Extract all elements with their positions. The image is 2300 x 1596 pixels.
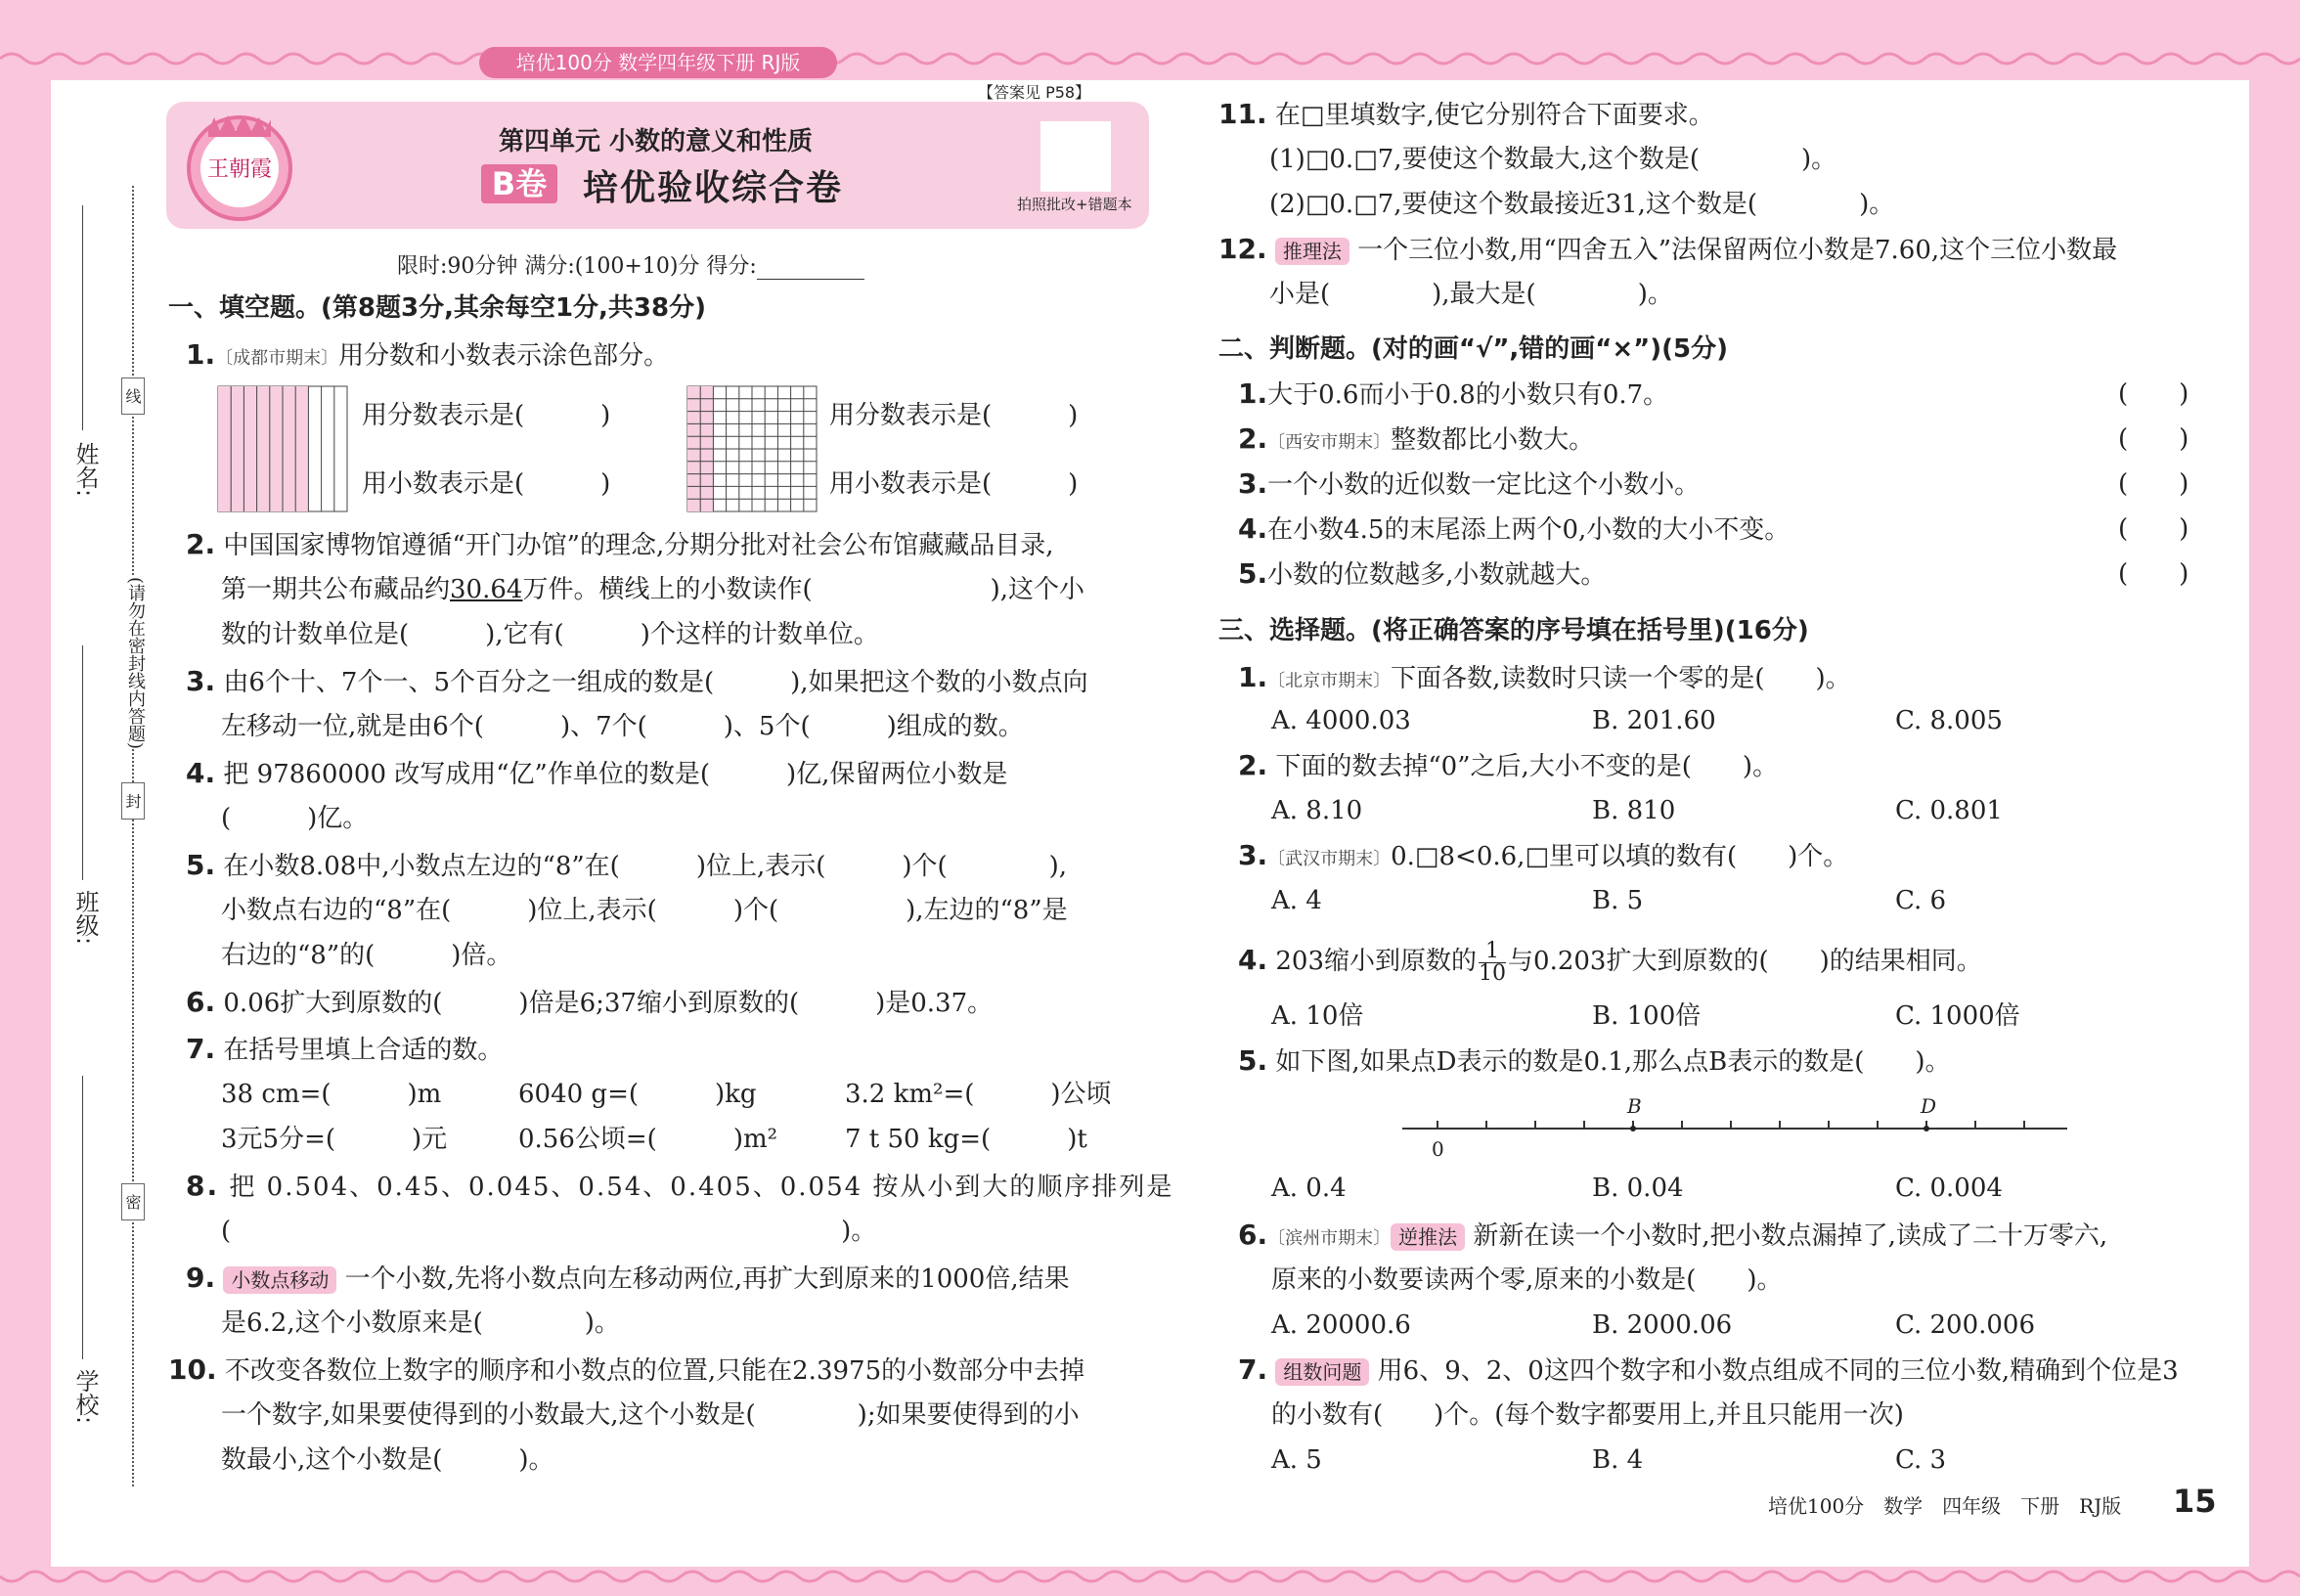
point-d-marker	[1924, 1126, 1929, 1131]
tenths-figure	[217, 385, 348, 512]
q3-line2: 左移动一位,就是由6个( )、7个( )、5个( )组成的数。	[221, 712, 1024, 741]
q11-line	[1218, 98, 1714, 132]
q10-line1	[168, 1353, 1084, 1388]
q2-number: 2.	[186, 528, 216, 560]
c2-option-b[interactable]: B. 810	[1592, 796, 1676, 825]
c4-fraction-denominator: 10	[1479, 960, 1507, 986]
q12-line1	[1218, 233, 2117, 267]
score-blank[interactable]	[757, 259, 864, 280]
c6-option-b[interactable]: B. 2000.06	[1592, 1310, 1733, 1340]
c4-text-a: 203缩小到原数的	[1275, 947, 1478, 976]
q2-line2	[221, 573, 1084, 606]
judge-item-2	[1238, 422, 1594, 460]
exam-title: 培优验收综合卷	[583, 168, 844, 208]
q7-r2-c3: 7 t 50 kg=( )t	[845, 1125, 1087, 1154]
c4-option-a[interactable]: A. 10倍	[1271, 1001, 1364, 1031]
judge-item-4	[1238, 512, 1790, 550]
c4-option-c[interactable]: C. 1000倍	[1895, 1001, 2020, 1031]
q7-line	[186, 1033, 503, 1067]
judge-item-1	[1238, 377, 1668, 415]
c2-option-a[interactable]: A. 8.10	[1271, 796, 1363, 825]
q1-line	[186, 338, 669, 376]
q2-line1	[186, 528, 1054, 562]
judge-item-5	[1238, 557, 1606, 595]
q6-number: 6.	[186, 986, 216, 1018]
judge-5-text: 小数的位数越多,小数就越大。	[1267, 560, 1607, 590]
q1-b2: 用小数表示是( )	[829, 469, 1079, 499]
q7-r2-c2: 0.56公顷=( )m²	[518, 1125, 778, 1154]
c4-text-b: 与0.203扩大到原数的( )的结果相同。	[1508, 947, 1982, 976]
c2-text: 下面的数去掉“0”之后,大小不变的是( )。	[1275, 752, 1779, 781]
judge-2-source: 〔西安市期末〕	[1267, 432, 1392, 453]
q1-text: 用分数和小数表示涂色部分。	[338, 341, 670, 371]
judge-3-blank[interactable]: ( )	[2118, 469, 2189, 499]
q3-text-1: 由6个十、7个一、5个百分之一组成的数是( ),如果把这个数的小数点向	[223, 668, 1088, 697]
q4-number: 4.	[186, 757, 216, 789]
q6-text: 0.06扩大到原数的( )倍是6;37缩小到原数的( )是0.37。	[223, 989, 994, 1018]
section-fill-in: 一、填空题。(第8题3分,其余每空1分,共38分)	[168, 293, 706, 323]
c4-number: 4.	[1238, 944, 1268, 976]
q8-line1	[186, 1170, 1173, 1204]
q7-number: 7.	[186, 1033, 216, 1065]
c7-line2: 的小数有( )个。(每个数字都要用上,并且只能用一次)	[1271, 1400, 1904, 1430]
school-label: 学校:	[71, 1369, 99, 1425]
q5-line1	[186, 849, 1067, 883]
volume-badge: B卷	[481, 164, 557, 203]
q7-text: 在括号里填上合适的数。	[223, 1036, 504, 1065]
q5-text-1: 在小数8.08中,小数点左边的“8”在( )位上,表示( )个( ),	[223, 852, 1068, 881]
q2-text-1: 中国国家博物馆遵循“开门办馆”的理念,分期分批对社会公布馆藏藏品目录,	[223, 531, 1054, 560]
q1-number: 1.	[186, 338, 216, 371]
c4-line	[1238, 939, 1982, 985]
c6-option-c[interactable]: C. 200.006	[1895, 1310, 2036, 1340]
class-line[interactable]	[82, 645, 83, 880]
c7-option-a[interactable]: A. 5	[1271, 1445, 1322, 1475]
q5-line2: 小数点右边的“8”在( )位上,表示( )个( ),左边的“8”是	[221, 896, 1068, 925]
book-series-label: 培优100分 数学四年级下册 RJ版	[479, 47, 837, 78]
q1-b1: 用分数表示是( )	[829, 401, 1079, 430]
c3-option-a[interactable]: A. 4	[1271, 886, 1322, 915]
q9-line1	[186, 1262, 1070, 1296]
c7-text-1: 用6、9、2、0这四个数字和小数点组成不同的三位小数,精确到个位是3	[1377, 1356, 2179, 1386]
c3-option-c[interactable]: C. 6	[1895, 886, 1947, 915]
answer-reference: 【答案见 P58】	[978, 83, 1091, 102]
q9-number: 9.	[186, 1262, 216, 1294]
c3-source: 〔武汉市期末〕	[1267, 849, 1392, 869]
page-number: 15	[2173, 1483, 2217, 1520]
q7-r2-c1: 3元5分=( )元	[221, 1125, 448, 1154]
c1-source: 〔北京市期末〕	[1267, 671, 1392, 691]
c6-method-pill: 逆推法	[1391, 1223, 1465, 1251]
name-line[interactable]	[82, 205, 83, 430]
c2-option-c[interactable]: C. 0.801	[1895, 796, 2003, 825]
q2-underlined-number: 30.64	[450, 575, 523, 604]
q8-line2: ( )。	[221, 1217, 877, 1246]
judge-3-text: 一个小数的近似数一定比这个小数小。	[1267, 470, 1701, 500]
q2-line3: 数的计数单位是( ),它有( )个这样的计数单位。	[221, 620, 879, 649]
c5-option-c[interactable]: C. 0.004	[1895, 1174, 2003, 1203]
q2-text-2a: 第一期共公布藏品约	[221, 575, 451, 604]
q11-text: 在□里填数字,使它分别符合下面要求。	[1274, 101, 1714, 130]
c6-number: 6.	[1238, 1219, 1268, 1251]
seal-tag: 封	[121, 782, 145, 820]
q3-number: 3.	[186, 665, 216, 697]
exam-meta-text: 限时:90分钟 满分:(100+10)分 得分:	[397, 254, 757, 279]
q10-text-1: 不改变各数位上数字的顺序和小数点的位置,只能在2.3975的小数部分中去掉	[224, 1356, 1085, 1386]
judge-5-number: 5.	[1238, 557, 1268, 590]
bottom-wave-border	[0, 1563, 2300, 1596]
c1-option-b[interactable]: B. 201.60	[1592, 706, 1716, 735]
point-b-marker	[1630, 1126, 1636, 1131]
c1-number: 1.	[1238, 661, 1268, 693]
c5-number: 5.	[1238, 1044, 1268, 1077]
q3-line1	[186, 665, 1088, 699]
q9-text-1: 一个小数,先将小数点向左移动两位,再扩大到原来的1000倍,结果	[344, 1264, 1070, 1294]
c1-option-c[interactable]: C. 8.005	[1895, 706, 2003, 735]
c5-text: 如下图,如果点D表示的数是0.1,那么点B表示的数是( )。	[1275, 1047, 1951, 1077]
q12-line2: 小是( ),最大是( )。	[1269, 280, 1673, 309]
c4-fraction	[1479, 938, 1507, 986]
exam-meta	[397, 249, 864, 280]
judge-1-blank[interactable]: ( )	[2118, 379, 2189, 409]
c2-line	[1238, 749, 1778, 783]
c6-option-a[interactable]: A. 20000.6	[1271, 1310, 1411, 1340]
q10-line2: 一个数字,如果要使得到的小数最大,这个小数是( );如果要使得到的小	[221, 1400, 1080, 1430]
point-d-label: D	[1921, 1094, 1937, 1118]
judge-2-text: 整数都比小数大。	[1391, 425, 1595, 455]
c6-line1	[1238, 1219, 2107, 1256]
judge-4-blank[interactable]: ( )	[2118, 514, 2189, 544]
c7-option-c[interactable]: C. 3	[1895, 1445, 1947, 1475]
school-line[interactable]	[82, 1076, 83, 1359]
qr-code-placeholder[interactable]	[1040, 121, 1111, 192]
footer-text: 培优100分 数学 四年级 下册 RJ版	[1768, 1494, 2122, 1518]
q6-line	[186, 986, 993, 1020]
c4-fraction-numerator: 1	[1479, 941, 1506, 963]
line-tag: 线	[121, 377, 145, 415]
c1-option-a[interactable]: A. 4000.03	[1271, 706, 1411, 735]
judge-item-3	[1238, 467, 1700, 505]
q4-line1	[186, 757, 1007, 791]
judge-1-text: 大于0.6而小于0.8的小数只有0.7。	[1267, 380, 1669, 410]
judge-4-number: 4.	[1238, 512, 1268, 545]
q7-r1-c2: 6040 g=( )kg	[518, 1080, 757, 1109]
c4-option-b[interactable]: B. 100倍	[1592, 1001, 1702, 1031]
q9-line2: 是6.2,这个小数原来是( )。	[221, 1308, 620, 1338]
judge-1-number: 1.	[1238, 377, 1268, 410]
c1-line	[1238, 661, 1851, 698]
judge-4-text: 在小数4.5的末尾添上两个0,小数的大小不变。	[1267, 515, 1791, 545]
q11-b: (2)□0.□7,要使这个数最接近31,这个数是( )。	[1269, 190, 1895, 219]
section-judge: 二、判断题。(对的画“√”,错的画“×”)(5分)	[1218, 334, 1728, 364]
c6-source: 〔滨州市期末〕	[1267, 1228, 1392, 1249]
c3-text: 0.□8<0.6,□里可以填的数有( )个。	[1391, 842, 1849, 871]
number-line-zero: 0	[1432, 1137, 1444, 1161]
c6-line2: 原来的小数要读两个零,原来的小数是( )。	[1271, 1265, 1783, 1295]
q4-line2: ( )亿。	[221, 804, 369, 833]
top-wave-border	[0, 39, 2300, 78]
judge-2-blank[interactable]: ( )	[2118, 424, 2189, 454]
number-line	[1398, 1089, 2073, 1162]
judge-3-number: 3.	[1238, 467, 1268, 500]
c1-text: 下面各数,读数时只读一个零的是( )。	[1391, 664, 1851, 693]
hundredths-figure	[686, 385, 818, 512]
c7-method-pill: 组数问题	[1275, 1358, 1369, 1386]
unit-title: 第四单元 小数的意义和性质	[499, 127, 814, 156]
q10-number: 10.	[168, 1353, 217, 1386]
q8-text-1: 把 0.504、0.45、0.045、0.54、0.405、0.054 按从小到大的顺序排列是	[229, 1173, 1174, 1202]
c3-line	[1238, 839, 1848, 876]
c7-option-b[interactable]: B. 4	[1592, 1445, 1644, 1475]
point-b-label: B	[1627, 1094, 1642, 1118]
qr-label: 拍照批改+错题本	[1017, 196, 1132, 213]
binding-strip	[59, 186, 156, 1486]
c7-line1	[1238, 1353, 2179, 1388]
q1-source: 〔成都市期末〕	[215, 348, 339, 369]
c5-option-b[interactable]: B. 0.04	[1592, 1174, 1684, 1203]
q12-number: 12.	[1218, 233, 1267, 265]
q1-a2: 用小数表示是( )	[362, 469, 611, 499]
q7-r1-c1: 38 cm=( )m	[221, 1080, 442, 1109]
name-label: 姓名:	[71, 442, 99, 498]
c7-number: 7.	[1238, 1353, 1268, 1386]
q9-method-pill: 小数点移动	[223, 1266, 336, 1294]
c6-text-1: 新新在读一个小数时,把小数点漏掉了,读成了二十万零六,	[1473, 1221, 2108, 1251]
q11-a: (1)□0.□7,要使这个数最大,这个数是( )。	[1269, 145, 1837, 174]
c3-option-b[interactable]: B. 5	[1592, 886, 1644, 915]
class-label: 班级:	[71, 890, 99, 946]
q12-text-1: 一个三位小数,用“四舍五入”法保留两位小数是7.60,这个三位小数最	[1357, 236, 2118, 265]
judge-2-number: 2.	[1238, 422, 1268, 455]
q5-line3: 右边的“8”的( )倍。	[221, 941, 512, 970]
q2-text-2b: 万件。横线上的小数读作( ),这个小	[522, 575, 1085, 604]
q7-r1-c3: 3.2 km²=( )公顷	[845, 1080, 1112, 1109]
judge-5-blank[interactable]: ( )	[2118, 559, 2189, 589]
q5-number: 5.	[186, 849, 216, 881]
q8-number: 8.	[186, 1170, 220, 1202]
q11-number: 11.	[1218, 98, 1267, 130]
c2-number: 2.	[1238, 749, 1268, 781]
publisher-logo	[179, 108, 300, 225]
q1-a1: 用分数表示是( )	[362, 401, 611, 430]
c5-option-a[interactable]: A. 0.4	[1271, 1174, 1347, 1203]
q10-line3: 数最小,这个小数是( )。	[221, 1445, 554, 1475]
seal-note: (请勿在密封线内答题)	[125, 577, 146, 750]
section-choice: 三、选择题。(将正确答案的序号填在括号里)(16分)	[1218, 616, 1809, 645]
c3-number: 3.	[1238, 839, 1268, 871]
c5-line	[1238, 1044, 1951, 1079]
q4-text-1: 把 97860000 改写成用“亿”作单位的数是( )亿,保留两位小数是	[223, 760, 1008, 789]
secret-tag: 密	[121, 1183, 145, 1220]
svg-text:王朝霞: 王朝霞	[206, 157, 273, 182]
q12-method-pill: 推理法	[1275, 238, 1349, 265]
